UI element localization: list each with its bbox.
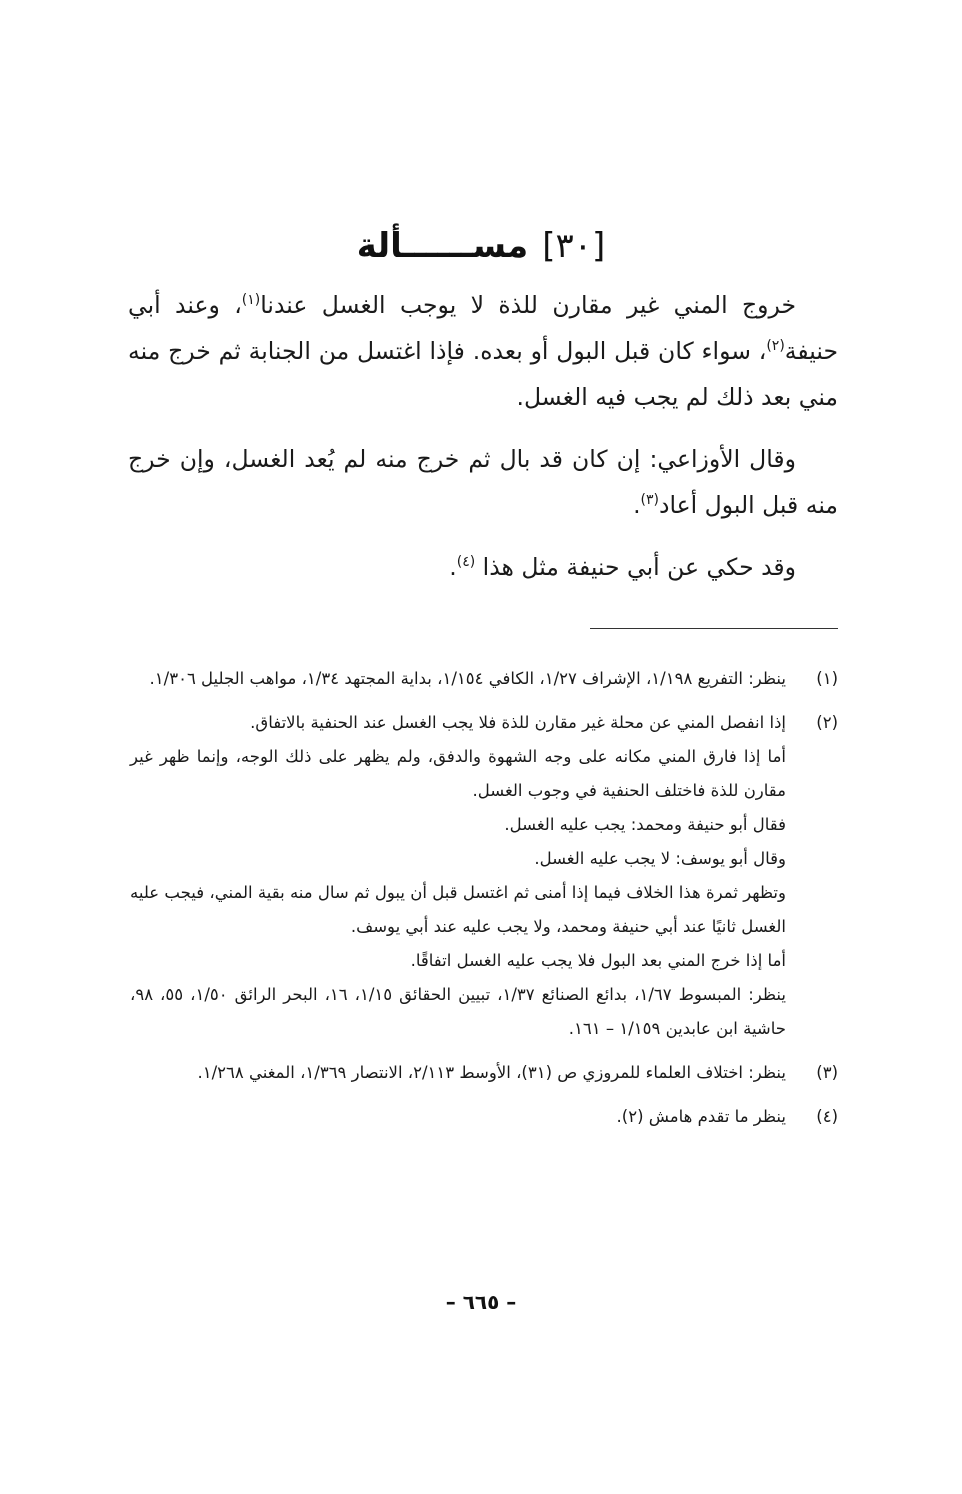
paragraph-text: وقال الأوزاعي: إن كان قد بال ثم خرج منه لم يُعد الغسل، وإن خرج منه قبل البول أعاد <box>128 445 838 519</box>
footnote-number: (١) <box>816 669 838 688</box>
footnote-number: (٣) <box>816 1063 838 1082</box>
paragraph-2 <box>128 436 838 528</box>
footnote-line: وقال أبو يوسف: لا يجب عليه الغسل. <box>534 849 786 868</box>
section-number: [٣٠] <box>542 226 606 266</box>
footnote-body <box>130 1056 786 1090</box>
footnote-number: (٢) <box>816 713 838 732</box>
footnote-line: ينظر ما تقدم هامش (٢). <box>616 1107 786 1126</box>
paragraph-text: . <box>633 491 641 519</box>
footnote-ref-4: (٤) <box>456 554 476 571</box>
paragraph-text: . <box>449 553 457 581</box>
footnote-line: ينظر: اختلاف العلماء للمروزي ص (٣١)، الأوسط ٢/١١٣، الانتصار ١/٣٦٩، المغني ١/٢٦٨. <box>197 1063 786 1082</box>
page-number: – ٦٦٥ – <box>445 1290 517 1314</box>
section-heading <box>0 222 962 270</box>
footnote-line: أما إذا خرج المني بعد البول فلا يجب عليه الغسل اتفاقًا. <box>410 951 786 970</box>
footnote-ref-2: (٢) <box>766 338 785 355</box>
footnote-line: ينظر: التفريع ١/١٩٨، الإشراف ١/٢٧، الكافي ١/١٥٤، بداية المجتهد ١/٣٤، مواهب الجليل ١/٣٠٦. <box>149 669 786 688</box>
footnote-line: إذا انفصل المني عن محلة غير مقارن للذة فلا يجب الغسل عند الحنفية بالاتفاق. <box>250 713 786 732</box>
footnote-line: فقال أبو حنيفة ومحمد: يجب عليه الغسل. <box>504 815 786 834</box>
footnote-line: وتظهر ثمرة هذا الخلاف فيما إذا أمنى ثم اغتسل قبل أن يبول ثم سال منه بقية المني، فيجب عليه الغسل ثانيًا عند أبي حنيفة ومحمد، ولا يجب عليه عند أبي يوسف. <box>130 883 786 936</box>
footnote-body <box>130 706 786 1046</box>
footnote-body <box>130 1100 786 1134</box>
paragraph-1 <box>128 282 838 420</box>
footnote-divider <box>590 628 838 629</box>
footnotes <box>130 662 838 1144</box>
footnote-1 <box>130 662 838 696</box>
paragraph-text: ، وعند أبي حنيفة <box>128 291 838 365</box>
footnote-body <box>130 662 786 696</box>
paragraph-text: وقد حكي عن أبي حنيفة مثل هذا <box>475 553 796 581</box>
footnote-3 <box>130 1056 838 1090</box>
paragraph-text: خروج المني غير مقارن للذة لا يوجب الغسل عندنا <box>260 291 797 319</box>
footnote-line: ينظر: المبسوط ١/٦٧، بدائع الصنائع ١/٣٧، تبيين الحقائق ١/١٥، ١٦، البحر الرائق ١/٥٠، ٥٥، ٩٨، حاشية ابن عابدين ١/١٥٩ – ١٦١. <box>130 985 787 1038</box>
footnote-2 <box>130 706 838 1046</box>
footnote-ref-1: (١) <box>241 292 261 309</box>
footnote-number: (٤) <box>816 1107 838 1126</box>
paragraph-3 <box>128 544 838 590</box>
footnote-4 <box>130 1100 838 1134</box>
paragraph-text: ، سواء كان قبل البول أو بعده. فإذا اغتسل من الجنابة ثم خرج منه مني بعد ذلك لم يجب فيه الغسل. <box>128 337 838 411</box>
footnote-ref-3: (٣) <box>640 492 660 509</box>
footnote-line: أما إذا فارق المني مكانه على وجه الشهوة والدفق، ولم يظهر على ذلك الوجه، وإنما ظهر غير مقارن للذة فاختلف الحنفية في وجوب الغسل. <box>130 747 786 800</box>
main-text <box>128 282 838 606</box>
section-title: مســــــألة <box>356 226 529 266</box>
